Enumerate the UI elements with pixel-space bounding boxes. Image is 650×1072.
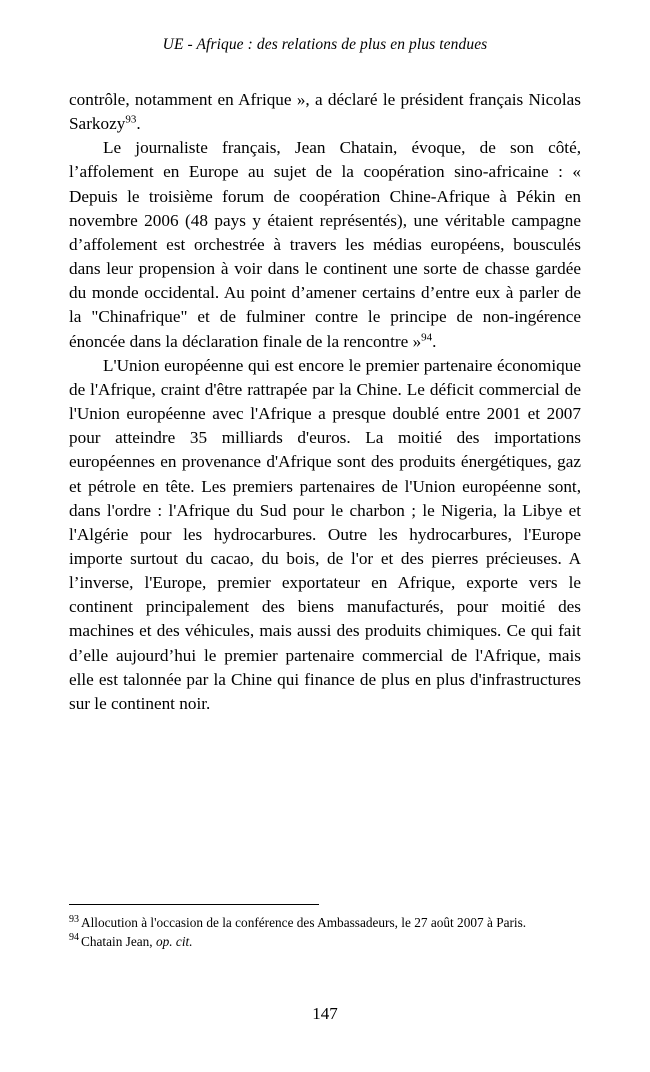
footnote-94-text: Chatain Jean, <box>81 933 156 949</box>
footnote-area <box>69 904 581 951</box>
paragraph-2-text: Le journaliste français, Jean Chatain, évoque, de son côté, l’affolement en Europe au sujet de la coopération sino-africaine : « Depuis le troisième forum de coopération Chine-Afrique à Pékin en novembre 2006 (48 pays y étaient représentés), une véritable campagne d’affolement est orchestrée à travers les médias européens, bousculés dans leur propension à voir dans le continent une sorte de chasse gardée du monde occidental. Au point d’amener certains d’entre eux à parler de la "Chinafrique" et de fulminer contre le principe de non-ingérence énoncée dans la déclaration finale de la rencontre » <box>69 138 581 351</box>
footnote-93-text: Allocution à l'occasion de la conférence des Ambassadeurs, le 27 août 2007 à Paris. <box>81 915 527 930</box>
footnote-separator-rule <box>69 904 319 905</box>
running-head: UE - Afrique : des relations de plus en plus tendues <box>162 36 488 53</box>
body-text <box>69 88 581 716</box>
paragraph-2 <box>69 136 581 353</box>
footnote-reference-94[interactable]: 94 <box>421 330 433 343</box>
paragraph-1 <box>69 88 581 136</box>
document-page <box>0 36 650 1072</box>
page-number: 147 <box>312 1004 338 1023</box>
paragraph-3-text: L'Union européenne qui est encore le premier partenaire économique de l'Afrique, craint d'être rattrapée par la Chine. Le déficit commercial de l'Union européenne avec l'Afrique a presque doublé entre 2001 et 2007 pour atteindre 35 milliards d'euros. La moitié des importations européennes en provenance d'Afrique sont des produits énergétiques, gaz et pétrole en tête. Les premiers partenaires de l'Union européenne sont, dans l'ordre : l'Afrique du Sud pour le charbon ; le Nigeria, la Libye et l'Algérie pour les hydrocarbures. Outre les hydrocarbures, l'Europe importe surtout du cacao, du bois, de l'or et des pierres précieuses. A l’inverse, l'Europe, premier exportateur en Afrique, exporte vers le continent principalement des biens manufacturés, pour moitié des machines et des véhicules, mais aussi des produits chimiques. Ce qui fait d’elle aujourd’hui le premier partenaire commercial de l'Afrique, mais elle est talonnée par la Chine qui finance de plus en plus d'infrastructures sur le continent noir. <box>69 355 581 713</box>
footnote-93-marker: 93 <box>69 913 79 925</box>
footnote-93 <box>69 914 581 932</box>
paragraph-1-text: contrôle, notamment en Afrique », a déclaré le président français Nicolas Sarkozy <box>69 90 581 134</box>
paragraph-2-tail: . <box>432 331 437 351</box>
footnote-94-marker: 94 <box>69 932 79 944</box>
paragraph-3 <box>69 354 581 716</box>
footnote-94-italic: op. cit. <box>155 933 193 949</box>
footnote-reference-93[interactable]: 93 <box>125 113 137 126</box>
footnote-94 <box>69 933 581 951</box>
paragraph-1-tail: . <box>136 114 141 134</box>
